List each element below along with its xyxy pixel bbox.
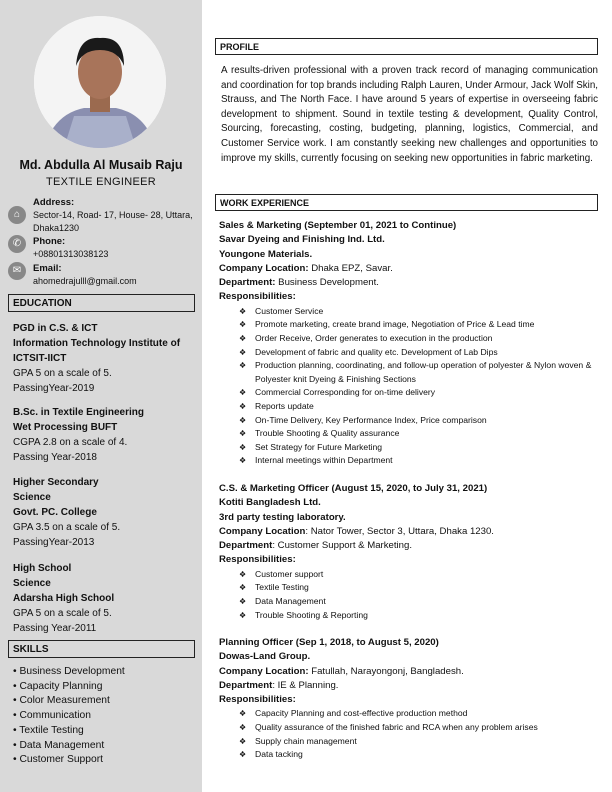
responsibilities-label: Responsibilities: [219,291,296,303]
phone-icon: ✆ [8,235,26,253]
education-item [13,405,198,465]
passing-year: PassingYear-2019 [13,383,95,394]
passing-year: PassingYear-2013 [13,537,95,548]
responsibility-item: ❖ Development of fabric and quality etc. Development of Lab Dips [239,346,599,360]
responsibility-item: ❖ Capacity Planning and cost-effective production method [239,707,599,721]
company: Savar Dyeing and Finishing Ind. Ltd. [219,234,385,246]
phone-label: Phone: [33,236,66,247]
skill-item: • Data Management [13,739,125,754]
responsibility-item: ❖ Trouble Shooting & Quality assurance [239,427,599,441]
skill-item: • Business Development [13,665,125,680]
responsibility-item: ❖ Data Management [239,595,599,609]
group: Science [13,578,51,589]
email-label: Email: [33,263,62,274]
department: : IE & Planning. [272,679,339,691]
department-label: Department: [219,277,276,289]
responsibility-item: ❖ Internal meetings within Department [239,454,599,468]
responsibility-item: ❖ Production planning, coordinating, and follow-up operation of polyester & Nylon woven & Polyester knit Dyeing & Finishing Sections [239,359,599,386]
passing-year: Passing Year-2018 [13,452,97,463]
profile-text: A results-driven professional with a proven track record of managing communication and coordination for top brands including Ralph Lauren, Under Armour, Jack Wolf Skin, Strauss, and The North Face. I have around 5 years of expertise in overseeing fabric development to shipment. Sound in textile testing & development, Quality Control, Sourcing, forecasting, costing, budgeting, planning, logistics, Commercial, and Customer Service work. I am constantly seeking new challenges and opportunities to improve my skills, currently focusing on seeking new opportunities in fabric marketing. [221,65,598,164]
job-entry [219,636,599,762]
location: : Nator Tower, Sector 3, Uttara, Dhaka 1230. [305,525,494,537]
phone-text: +08801313038123 [33,249,109,259]
responsibility-item: ❖ Quality assurance of the finished fabric and RCA when any problem arises [239,721,599,735]
responsibility-item: ❖ Customer support [239,568,599,582]
responsibility-item: ❖ Set Strategy for Future Marketing [239,441,599,455]
responsibility-item: ❖ Data tacking [239,748,599,762]
department-label: Department [219,679,273,691]
responsibility-item: ❖ Commercial Corresponding for on-time delivery [239,386,599,400]
address-text: Sector-14, Road- 17, House- 28, Uttara, Dhaka1230 [33,210,193,233]
department: Business Development. [275,277,379,289]
responsibility-item: ❖ Reports update [239,400,599,414]
grade: CGPA 2.8 on a scale of 4. [13,437,128,448]
responsibilities-label: Responsibilities: [219,554,296,566]
job-title: Planning Officer (Sep 1, 2018, to August 5, 2020) [219,637,439,648]
responsibility-item: ❖ Order Receive, Order generates to execution in the production [239,332,599,346]
job-title: Sales & Marketing (September 01, 2021 to Continue) [219,220,457,231]
group: Science [13,492,51,503]
job-entry [219,219,599,468]
education-heading: EDUCATION [8,294,195,312]
skills-heading: SKILLS [8,640,195,658]
responsibility-item: ❖ Supply chain management [239,735,599,749]
profile-photo [34,16,166,148]
responsibility-item: ❖ Textile Testing [239,581,599,595]
institution: Information Technology Institute of ICTSIT-IICT [13,338,181,364]
sidebar [0,0,202,792]
skill-item: • Communication [13,709,125,724]
grade: GPA 5 on a scale of 5. [13,368,112,379]
location-label: Company Location [219,525,306,537]
company: Dowas-Land Group. [219,651,311,663]
department-label: Department [219,540,273,552]
degree: PGD in C.S. & ICT [13,323,98,334]
work-experience-heading: WORK EXPERIENCE [215,194,598,211]
responsibilities-label: Responsibilities: [219,694,296,706]
job-title: TEXTILE ENGINEER [46,176,156,188]
grade: GPA 3.5 on a scale of 5. [13,522,121,533]
education-item [13,475,198,550]
company-sub: Youngone Materials. [219,248,313,260]
institution: Adarsha High School [13,593,115,604]
location-label: Company Location: [219,262,309,274]
education-item [13,561,198,636]
home-icon: ⌂ [8,206,26,224]
responsibility-item: ❖ Promote marketing, create brand image, Negotiation of Price & Lead time [239,318,599,332]
passing-year: Passing Year-2011 [13,623,97,634]
degree: High School [13,563,72,574]
responsibility-item: ❖ Trouble Shooting & Reporting [239,609,599,623]
company-sub: 3rd party testing laboratory. [219,511,346,523]
email-text: ahomedrajulll@gmail.com [33,276,137,286]
company: Kotiti Bangladesh Ltd. [219,497,321,509]
job-title: C.S. & Marketing Officer (August 15, 2020, to July 31, 2021) [219,483,488,494]
job-entry [219,482,599,622]
phone-block [8,235,198,261]
address-label: Address: [33,197,75,208]
grade: GPA 5 on a scale of 5. [13,608,112,619]
person-name: Md. Abdulla Al Musaib Raju [19,158,183,172]
email-block [8,262,198,288]
location: Fatullah, Narayongonj, Bangladesh. [308,665,464,677]
education-item [13,321,198,396]
department: : Customer Support & Marketing. [272,540,413,552]
skill-item: • Capacity Planning [13,680,125,695]
degree: Higher Secondary [13,477,99,488]
profile-heading: PROFILE [215,38,598,55]
location-label: Company Location: [219,665,309,677]
degree: B.Sc. in Textile Engineering [13,407,144,418]
responsibility-item: ❖ On-Time Delivery, Key Performance Index, Price comparison [239,414,599,428]
institution: Wet Processing BUFT [13,422,118,433]
skill-item: • Color Measurement [13,694,125,709]
address-block [8,196,198,235]
location: Dhaka EPZ, Savar. [308,262,393,274]
skill-item: • Customer Support [13,753,125,768]
skills-list [13,665,125,768]
email-icon: ✉ [8,262,26,280]
responsibility-item: ❖ Customer Service [239,305,599,319]
institution: Govt. PC. College [13,507,97,518]
skill-item: • Textile Testing [13,724,125,739]
